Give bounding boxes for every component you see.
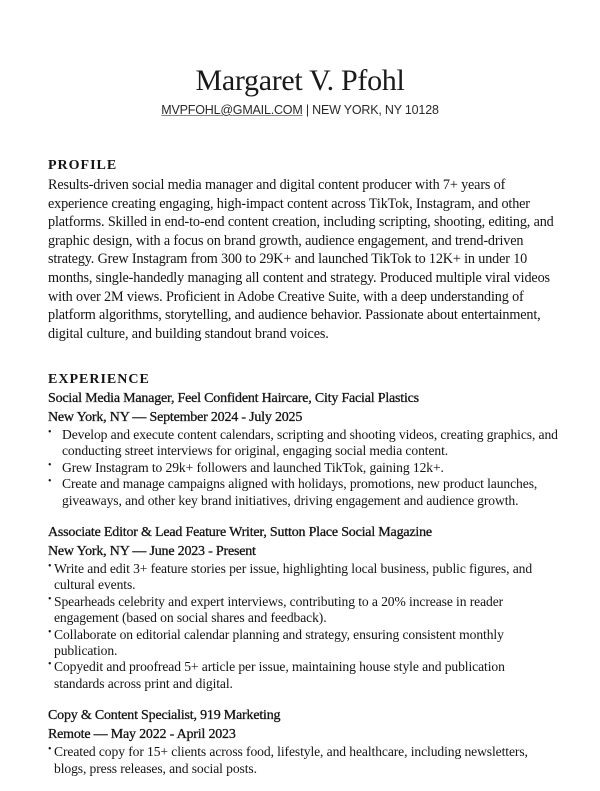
job-bullets	[48, 744, 558, 777]
profile-section	[48, 157, 558, 343]
profile-summary: Results-driven social media manager and digital content producer with 7+ years of experience creating engaging, high-impact content across TikTok, Instagram, and other platforms. Skilled in end-to-end content creation, including scripting, shooting, editing, and graphic design, with a focus on brand growth, audience engagement, and trend-driven strategy. Grew Instagram from 300 to 29K+ and launched TikTok to 12K+ in under 10 months, single-handedly managing all content and strategy. Produced multiple viral videos with over 2M views. Proficient in Adobe Creative Suite, with a deep understanding of platform algorithms, storytelling, and audience behavior. Passionate about entertainment, digital culture, and building standout brand voices.	[48, 177, 554, 342]
contact-separator: |	[302, 103, 313, 117]
bullet-icon: •	[48, 744, 52, 756]
email-link[interactable]: MVPFOHL@GMAIL.COM	[161, 103, 303, 117]
bullet-item: • Collaborate on editorial calendar planning and strategy, ensuring consistent monthly publication.	[48, 626, 504, 659]
resume-header	[0, 64, 600, 118]
bullet-icon: •	[48, 593, 52, 605]
bullet-icon: •	[48, 427, 52, 438]
bullet-icon: •	[48, 626, 52, 638]
job-title: Associate Editor & Lead Feature Writer, Sutton Place Social Magazine	[48, 525, 432, 541]
job-title: Social Media Manager, Feel Confident Haircare, City Facial Plastics	[48, 391, 419, 406]
location-text: NEW YORK, NY 10128	[312, 103, 439, 117]
job-bullets	[48, 561, 558, 692]
bullet-item: • Copyedit and proofread 5+ article per issue, maintaining house style and publication standards across print and digital.	[48, 659, 505, 691]
bullet-icon: •	[48, 476, 52, 488]
candidate-name: Margaret V. Pfohl	[195, 64, 405, 97]
contact-line	[0, 102, 600, 118]
experience-section	[48, 371, 558, 791]
bullet-icon: •	[48, 659, 52, 671]
job-entry	[48, 523, 558, 692]
job-location-dates: New York, NY — June 2023 - Present	[48, 544, 256, 560]
bullet-icon: •	[48, 459, 52, 471]
experience-heading: EXPERIENCE	[48, 372, 150, 387]
bullet-item: • Grew Instagram to 29k+ followers and launched TikTok, gaining 12k+.	[48, 459, 444, 475]
job-location-dates: New York, NY — September 2024 - July 2025	[48, 410, 303, 425]
profile-heading: PROFILE	[48, 158, 118, 173]
job-title: Copy & Content Specialist, 919 Marketing	[48, 708, 281, 724]
bullet-icon: •	[48, 561, 52, 573]
bullet-item: • Write and edit 3+ feature stories per issue, highlighting local business, public figures, and cultural events.	[48, 561, 533, 593]
bullet-item: • Created copy for 15+ clients across food, lifestyle, and healthcare, including newsletters, blogs, press releases, and social posts.	[48, 744, 528, 776]
bullet-item: • Create and manage campaigns aligned with holidays, promotions, new product launches, giveaways, and other key brand initiatives, driving engagement and audience growth.	[48, 476, 538, 508]
job-entry	[48, 706, 558, 777]
job-location-dates: Remote — May 2022 - April 2023	[48, 727, 236, 743]
bullet-item: • Spearheads celebrity and expert interviews, contributing to a 20% increase in reader engagement (based on social shares and feedback).	[48, 593, 504, 626]
job-bullets	[48, 427, 558, 509]
job-entry	[48, 389, 558, 509]
bullet-item: • Develop and execute content calendars, scripting and shooting videos, creating graphics, and conducting street interviews for original, engaging social media content.	[48, 427, 558, 459]
